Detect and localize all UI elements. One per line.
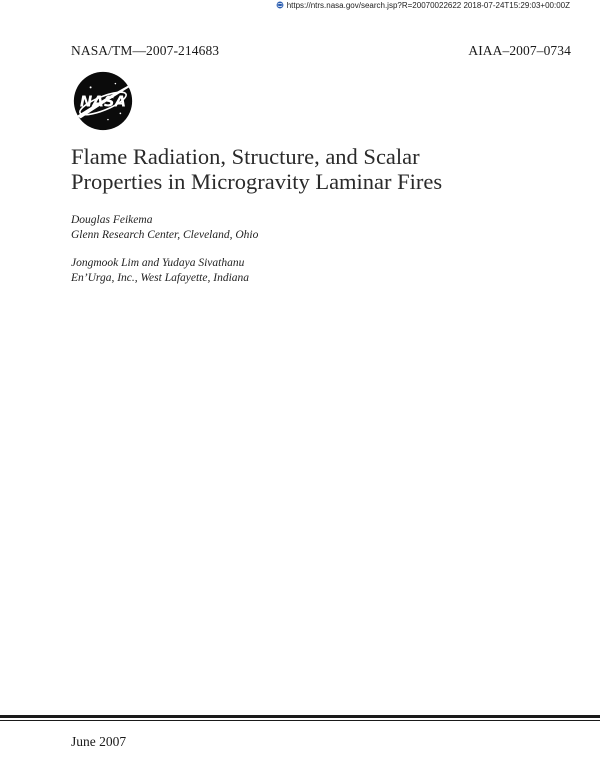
source-url-stamp[interactable] (276, 0, 570, 10)
footer-rule-thick (0, 715, 600, 718)
nasa-logo-wordmark: NASA (79, 92, 127, 111)
title-line: Properties in Microgravity Laminar Fires (71, 169, 443, 194)
nasa-logo (72, 70, 134, 132)
publication-date: June 2007 (71, 734, 127, 749)
author-names: Douglas Feikema (71, 214, 153, 226)
author-block (71, 256, 249, 286)
author-block (71, 213, 258, 243)
aiaa-number: AIAA–2007–0734 (468, 43, 571, 58)
source-url-text: https://ntrs.nasa.gov/search.jsp?R=20070022622 2018-07-24T15:29:03+00:00Z (286, 0, 570, 10)
footer-rule-thin (0, 720, 600, 721)
author-names: Jongmook Lim and Yudaya Sivathanu (71, 257, 245, 269)
title-line: Flame Radiation, Structure, and Scalar (71, 144, 420, 169)
author-affiliation: Glenn Research Center, Cleveland, Ohio (71, 229, 259, 241)
author-affiliation: En’Urga, Inc., West Lafayette, Indiana (71, 272, 250, 284)
globe-icon (276, 1, 284, 9)
report-number: NASA/TM—2007-214683 (71, 43, 220, 58)
page-title (71, 144, 442, 194)
